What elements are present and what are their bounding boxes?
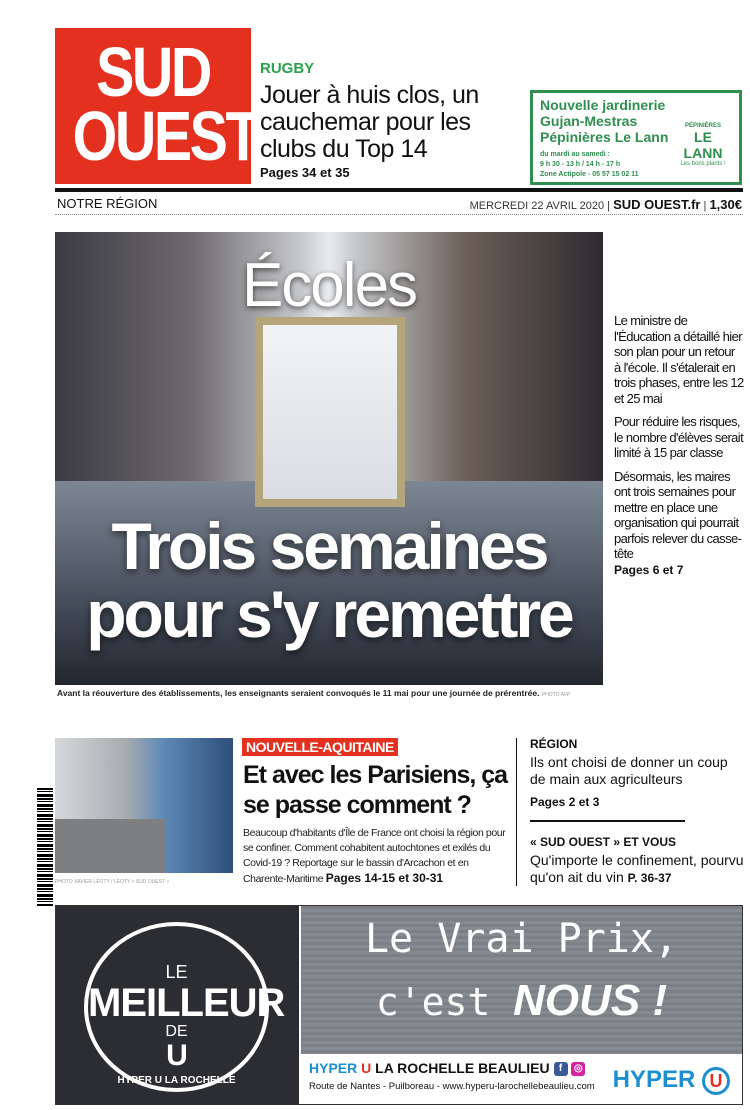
logo-top: PÉPINIÈRES: [684, 123, 721, 129]
brief-title: Qu'importe le confinement, pourvu qu'on ait du vin: [530, 852, 744, 885]
dateline: MERCREDI 22 AVRIL 2020 | SUD OUEST.fr | 1,30€: [469, 197, 742, 212]
instagram-icon[interactable]: ◎: [571, 1062, 585, 1076]
meilleur-de-u-badge: [84, 922, 285, 1092]
ad-footer: [301, 1054, 742, 1104]
rugby-headline[interactable]: Jouer à huis clos, un cauchemar pour les clubs du Top 14: [260, 81, 479, 163]
column-divider: [516, 738, 517, 886]
ad-hours: du mardi au samedi :: [540, 151, 611, 158]
lead-sidebar: [614, 313, 744, 586]
photo-credit: PHOTO XAVIER LÉOTY / LÉOTY « SUD OUEST »: [55, 879, 170, 885]
lead-headline[interactable]: [55, 509, 603, 651]
store-location: LA ROCHELLE BEAULIEU: [375, 1060, 550, 1076]
dotted-divider: [55, 214, 743, 215]
ad-address: Zone Actipole - 05 57 15 02 11: [540, 171, 639, 178]
ad-badge-panel: [56, 906, 299, 1104]
hyper-u-ad[interactable]: [55, 905, 743, 1105]
logo-u: U: [702, 1067, 730, 1095]
lead-point: Pour réduire les risques, le nombre d'élèves serait limité à 15 par classe: [614, 414, 744, 460]
lead-point-text: Désormais, les maires ont trois semaines pour mettre en place une organisation qui pourrait parfois relever du casse-tête: [614, 468, 742, 561]
ad-slogan-panel: [301, 906, 742, 1054]
story2-body: [243, 826, 513, 887]
header-rule: [55, 188, 743, 192]
story2-photo[interactable]: [55, 738, 233, 873]
badge-text: MEILLEUR: [88, 981, 285, 1025]
date: MERCREDI 22 AVRIL 2020: [469, 200, 605, 212]
brief-kicker: RÉGION: [530, 737, 578, 751]
logo-main: LE LANN: [683, 129, 723, 161]
ad-hours: 9 h 30 - 13 h / 14 h - 17 h: [540, 161, 621, 168]
story2-headline[interactable]: Et avec les Parisiens, ça se passe comment ?: [243, 761, 508, 819]
photo-credit: PHOTO AFP: [541, 692, 571, 698]
price: 1,30€: [709, 197, 742, 212]
badge-text: U: [166, 1039, 187, 1072]
rugby-kicker: RUGBY: [260, 60, 315, 77]
logo-line: OUEST: [72, 97, 259, 175]
store-address[interactable]: Route de Nantes - Puilboreau - www.hyperu-larochellebeaulieu.com: [309, 1081, 595, 1093]
lead-point: [614, 469, 744, 579]
story2-kicker: NOUVELLE-AQUITAINE: [242, 738, 398, 756]
photo-doorway: [255, 317, 405, 507]
logo-tag: Les bons plants !: [680, 161, 726, 167]
headline-line: Trois semaines: [111, 509, 547, 583]
brief-pages: Pages 2 et 3: [530, 795, 600, 809]
sud-ouest-logo[interactable]: [55, 28, 259, 184]
jardinerie-ad[interactable]: [530, 90, 742, 185]
ad-title: Gujan-Mestras: [540, 113, 638, 129]
store-brand-u: U: [361, 1060, 372, 1076]
photo-caption: [57, 688, 570, 698]
lead-photo[interactable]: [55, 232, 603, 685]
logo-text: HYPER: [612, 1066, 696, 1093]
brief-pages: P. 36-37: [627, 871, 672, 885]
ad-title: Pépinières Le Lann: [540, 129, 669, 145]
slogan-line: Le Vrai Prix,: [364, 916, 679, 962]
le-lann-logo: [673, 123, 733, 167]
facebook-icon[interactable]: f: [554, 1062, 568, 1076]
lead-point: Le ministre de l'Éducation a détaillé hier son plan pour un retour à l'école. Il s'étalerait en trois phases, entre les 12 et 25 mai: [614, 313, 744, 406]
slogan-part: c'est: [375, 980, 491, 1024]
slogan-line: [301, 976, 742, 1026]
headline-line: pour s'y remettre: [86, 577, 572, 651]
brief-headline[interactable]: Ils ont choisi de donner un coup de main aux agriculteurs: [530, 754, 728, 787]
store-brand: HYPER: [309, 1060, 358, 1076]
slogan-emphasis: NOUS !: [513, 976, 668, 1025]
lead-kicker: Écoles: [241, 251, 417, 320]
lead-pages: Pages 6 et 7: [614, 562, 684, 577]
brief-headline[interactable]: [530, 852, 745, 887]
badge-text: HYPER U LA ROCHELLE: [117, 1075, 236, 1086]
site-link[interactable]: SUD OUEST.fr: [613, 197, 701, 212]
rugby-pages: Pages 34 et 35: [260, 165, 350, 180]
badge-text: LE: [165, 962, 188, 982]
photo-street: [55, 819, 165, 873]
story2-text: Beaucoup d'habitants d'Île de France ont choisi la région pour se confiner. Comment cohabitent autochtones et exilés du Covid-19 ? Reportage sur le bassin d'Arcachon et en Charente-Maritime: [243, 827, 506, 885]
brief-kicker: « SUD OUEST » ET VOUS: [530, 835, 677, 849]
logo-line: SUD: [96, 33, 210, 111]
story2-pages: Pages 14-15 et 30-31: [325, 871, 444, 885]
caption-text: Avant la réouverture des établissements, les enseignants seraient convoqués le 11 mai pour une journée de prérentrée.: [57, 688, 540, 698]
barcode: [37, 788, 53, 906]
badge-text: DE: [165, 1023, 188, 1040]
ad-title: Nouvelle jardinerie: [540, 97, 666, 113]
hyper-u-logo: [613, 1066, 730, 1095]
section-label: NOTRE RÉGION: [57, 196, 158, 211]
brief-divider: [530, 820, 685, 822]
